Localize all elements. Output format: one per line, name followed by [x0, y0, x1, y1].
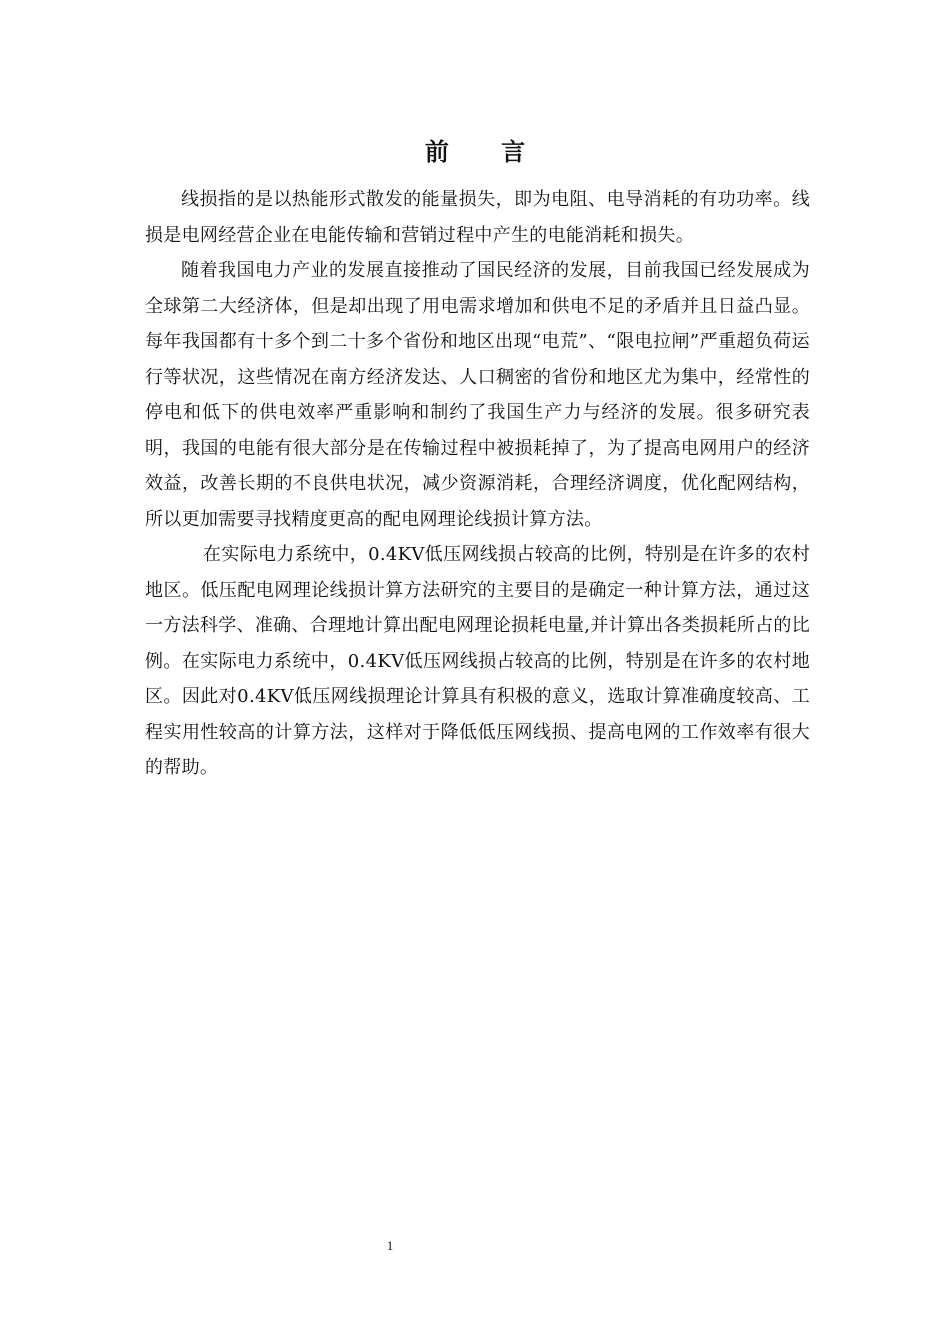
paragraph-2: 随着我国电力产业的发展直接推动了国民经济的发展，目前我国已经发展成为全球第二大经济体，但是却出现了用电需求增加和供电不足的矛盾并且日益凸显。每年我国都有十多个到二十多个省份和地区出现“电荒”、“限电拉闸”严重超负荷运行等状况，这些情况在南方经济发达、人口稠密的省份和地区尤为集中，经常性的停电和低下的供电效率严重影响和制约了我国生产力与经济的发展。很多研究表明，我国的电能有很大部分是在传输过程中被损耗掉了，为了提高电网用户的经济效益，改善长期的不良供电状况，减少资源消耗，合理经济调度，优化配网结构，所以更加需要寻找精度更高的配电网理论线损计算方法。: [145, 260, 810, 530]
body-text: [145, 182, 810, 786]
page-title: 前 言: [424, 137, 548, 166]
paragraph-1: 线损指的是以热能形式散发的能量损失，即为电阻、电导消耗的有功功率。线损是电网经营企业在电能传输和营销过程中产生的电能消耗和损失。: [145, 189, 810, 246]
page-number: 1: [386, 1238, 394, 1253]
paragraph-3: 在实际电力系统中，0.4KV低压网线损占较高的比例，特别是在许多的农村地区。低压配电网理论线损计算方法研究的主要目的是确定一种计算方法，通过这一方法科学、准确、合理地计算出配电网理论损耗电量,并计算出各类损耗所占的比例。在实际电力系统中，0.4KV低压网线损占较高的比例，特别是在许多的农村地区。因此对0.4KV低压网线损理论计算具有积极的意义，选取计算准确度较高、工程实用性较高的计算方法，这样对于降低低压网线损、提高电网的工作效率有很大的帮助。: [145, 544, 810, 778]
